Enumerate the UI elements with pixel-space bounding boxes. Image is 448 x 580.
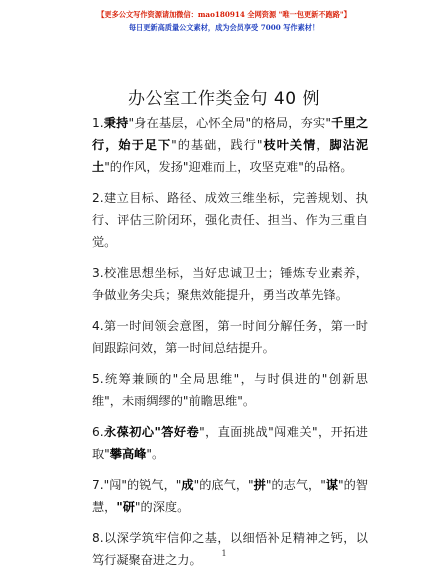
body-text: "身在基层，心怀全局"的格局，夯实": [128, 116, 331, 130]
quote-item-6: [92, 421, 368, 465]
body-text: 6.: [92, 425, 104, 439]
body-text: "的深度。: [134, 500, 190, 514]
promo-banner-line-red: 【更多公文写作资源请加微信：mao180914 全网资源 "唯一包更新不跑路"】: [97, 10, 351, 19]
emphasis-text: 秉持: [103, 116, 129, 130]
body-text: 5.统筹兼顾的"全局思维"，与时俱进的"创新思维"，未雨绸缪的"前瞻思维"。: [92, 372, 368, 408]
body-text: "的志气，": [265, 478, 326, 492]
promo-banner-line-blue: 每日更新高质量公文素材，成为会员享受 7000 写作素材！: [128, 23, 320, 32]
emphasis-text: 谋: [325, 478, 339, 492]
body-text: "，直面挑战"闯难关"，开拓进取": [92, 425, 368, 461]
emphasis-text: 成: [181, 478, 194, 492]
body-text: 4.第一时间领会意图，第一时间分解任务，第一时间跟踪问效，第一时间总结提升。: [92, 319, 368, 355]
quote-item-5: [92, 368, 368, 412]
document-body: [92, 112, 368, 580]
body-text: "的底气，": [193, 478, 254, 492]
page-number: 1: [221, 549, 227, 558]
body-text: 2.建立目标、路径、成效三维坐标，完善规划、执行、评估三阶闭环，强化责任、担当、作为三重自觉。: [92, 191, 368, 249]
document-title: 办公室工作类金句 40 例: [128, 89, 320, 109]
emphasis-text: 攀高峰: [109, 447, 147, 461]
quote-item-1: [92, 112, 368, 178]
quote-item-2: [92, 187, 368, 253]
quote-item-7: [92, 474, 368, 518]
body-text: 7."闯"的锐气，": [92, 478, 182, 492]
body-text: 3.校准思想坐标，当好忠诚卫士；锤炼专业素养，争做业务尖兵；聚焦效能提升，勇当改革先锋。: [92, 266, 368, 302]
emphasis-text: "研: [116, 500, 135, 514]
quote-item-4: [92, 315, 368, 359]
emphasis-text: 枝叶关情: [262, 138, 317, 152]
body-text: "的智慧，: [92, 478, 369, 514]
promo-banner: [20, 8, 428, 34]
emphasis-text: 千里之行，始于足下: [92, 116, 369, 152]
body-text: "的基础，践行": [171, 138, 263, 152]
body-text: "的作风，发扬"迎难而上，攻坚克难"的品格。: [104, 160, 353, 174]
emphasis-text: 永葆初心"答好卷: [103, 425, 200, 439]
body-text: ，: [316, 138, 330, 152]
emphasis-text: 脚沾泥土: [92, 138, 369, 174]
body-text: 8.以深学筑牢信仰之基，以细悟补足精神之钙，以笃行凝聚奋进之力。: [92, 531, 368, 567]
emphasis-text: 拼: [253, 478, 266, 492]
quote-item-3: [92, 262, 368, 306]
body-text: "。: [146, 447, 165, 461]
body-text: 1.: [92, 116, 104, 130]
